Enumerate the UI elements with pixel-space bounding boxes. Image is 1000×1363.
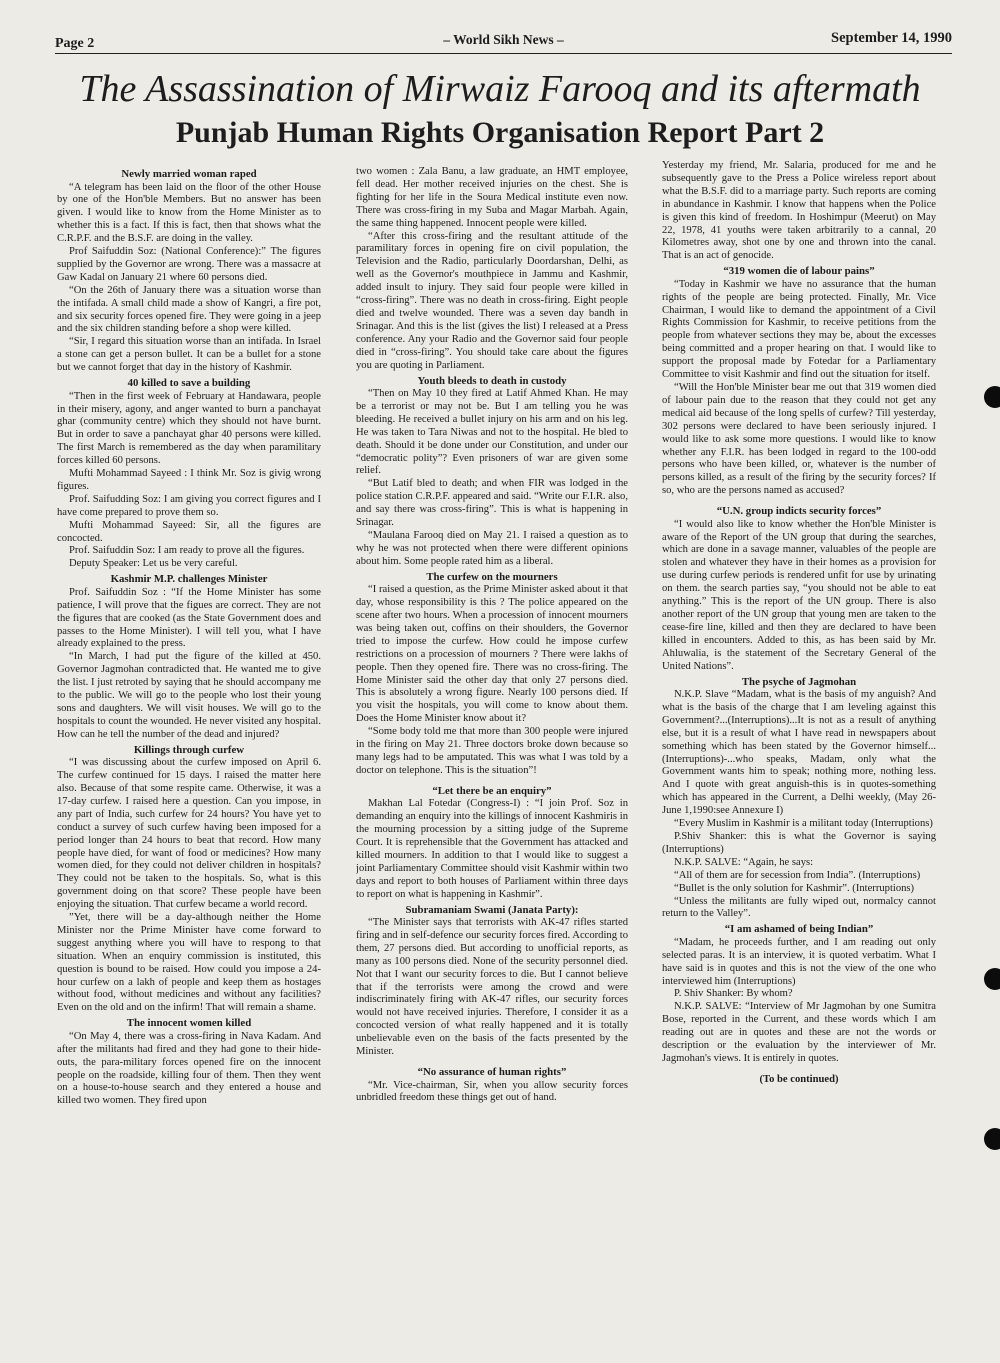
paragraph: “Every Muslim in Kashmir is a militant today (Interruptions) — [674, 818, 933, 830]
paragraph: “All of them are for secession from India”. (Interruptions) — [674, 869, 921, 881]
paragraph: Deputy Speaker: Let us be very careful. — [69, 558, 238, 570]
text-column-1 — [57, 166, 321, 1356]
section-heading: Killings through curfew — [133, 743, 245, 756]
paragraph: “Will the Hon'ble Minister bear me out that 319 women died of labour pain due to the reason that they could not get any medical aid because of the long spells of curfew? Till yesterday, 302 persons were declared to have been seriously injured. I would like to ask some more questions. I would like to know whether any F.I.R. has been lodged in regard to the 100-odd persons who have been killed, or, whatever is the number of persons killed, as a result of the firing by the security forces? If so, who are the persons named as accused? — [662, 382, 936, 497]
section-heading: Kashmir M.P. challenges Minister — [110, 573, 268, 586]
paragraph: “Then on May 10 they fired at Latif Ahmed Khan. He may be a terrorist or may not be. But I am telling you he was bleeding. He received a bullet injury on his arm and on his leg. He was taken to Tara Niwas and not to the hospital. He bled to death. Should it be done under our Constitution, and under our “democratic polity”? Even prisoners of war are given some relief. — [356, 388, 628, 477]
paragraph: “I was discussing about the curfew imposed on April 6. The curfew continued for 15 days. I raised the matter here also. Because of that some respite came. Otherwise, it was a 17-day curfew. I raised here a question. Can you impose, in any part of India, such curfew for 24 hours? You have yet to conduct a survey of such curfew having been imposed for a period longer than 24 hours to beat that record. How many people have died, for want of food or medicines? How many women died, for they could not deliver children in hospitals? They could not be taken to the hospitals. So, what is this government doing on that score? These people have been enjoying the situation. That curfew became a world record. — [57, 757, 321, 911]
paragraph: Makhan Lal Fotedar (Congress-I) : “I join Prof. Soz in demanding an enquiry into the killings of innocent Kashmiris in the mourning procession by a sitting judge of the Supreme Court. It is reprehensible that the Government has attacked and killed mourners. In addition to that I would like to suggest a joint Parliamentary Committee should visit Kashmir within two days and report to both houses of Parliament within three days to report on what is happening in Kashmir”. — [356, 798, 628, 900]
paragraph: Prof. Saifuddin Soz : “If the Home Minister has some patience, I will prove that the figues are correct. They are not the figures that are cooked (as the State Government does and passes to the Home Minister). I will tell you, what I have already explained to the press. — [57, 586, 321, 650]
publication-name: – World Sikh News – — [443, 32, 564, 47]
paragraph: N.K.P. SALVE: “Again, he says: — [674, 856, 814, 868]
paragraph: “But Latif bled to death; and when FIR was lodged in the police station C.R.P.F. appeared and said. “Write our F.I.R. also, and say there was cross-firing”. This is what is happening in Srinagar. — [356, 478, 628, 529]
section-heading: “Let there be an enquiry” — [432, 784, 552, 797]
section-heading: Subramaniam Swami (Janata Party): — [405, 903, 579, 916]
section-heading: Youth bleeds to death in custody — [417, 374, 567, 387]
paragraph: “Some body told me that more than 300 people were injured in the firing on May 21. Three doctors broke down because so many legs had to be amputated. This was what I was told by a doctor on telephone. This is the situation”! — [356, 726, 628, 776]
paragraph: P. Shiv Shanker: By whom? — [674, 988, 793, 1000]
page-number: Page 2 — [55, 36, 95, 51]
paragraph: Yesterday my friend, Mr. Salaria, produced for me and he subsequently gave to the Press a Police wireless report about what the B.S.F. did to a marriage party. Such reports are coming in abundance in Kashmir. I know that happens when the Police is given this kind of freedom. In Hoshimpur (Meerut) on May 22, 1978, 41 youths were taken arbitrarily to a cannal, 20 Kilometres away, shot one by one and thrown into the canal. That is an act of genocide. — [662, 160, 936, 262]
paragraph: N.K.P. SALVE: “Interview of Mr Jagmohan by one Sumitra Bose, reported in the Current, and these words which I am reading out are in quotes and these are not the words or description or the evaluation by the interviewer of Mr. Jagmohan's views. It is entirely in quotes. — [662, 1001, 936, 1064]
paragraph: “Unless the militants are fully wiped out, normalcy cannot return to the Valley”. — [662, 895, 936, 920]
paragraph: “In March, I had put the figure of the killed at 450. Governor Jagmohan contradicted that. He wanted me to give the list. I just retroted by saying that he should accompany me to the public. We will go to the people who lost their young sons and daughters. We will visit houses. We will go to the hospitals to count the wounded. He never visited any hospital. How can he tell the number of the dead and injured? — [57, 651, 321, 740]
issue-date: September 14, 1990 — [831, 30, 952, 46]
paragraph: Mufti Mohammad Sayeed: Sir, all the figures are concocted. — [57, 519, 321, 544]
paragraph: “On the 26th of January there was a situation worse than the intifada. A small child made a show of Kangri, a fire pot, and six security forces opened fire. They were going in a jeep and the six children standing before a shop were killed. — [57, 284, 321, 335]
section-heading: The innocent women killed — [126, 1017, 252, 1030]
paragraph: “Bullet is the only solution for Kashmir”. (Interruptions) — [674, 882, 915, 894]
binder-hole — [984, 1128, 1000, 1150]
section-heading: Newly married woman raped — [121, 168, 257, 180]
paragraph: two women : Zala Banu, a law graduate, an HMT employee, fell dead. Her mother received injuries on the chest. She is fighting for her life in the Soura Medical institute even now. There was cross-firing in my Suba and Magar Marbah. Again, the same thing happened. Innocent people were killed. — [356, 166, 628, 229]
binder-hole — [984, 968, 1000, 990]
section-heading: The curfew on the mourners — [426, 570, 558, 583]
paragraph: P.Shiv Shanker: this is what the Governor is saying (Interruptions) — [662, 831, 936, 855]
header-rule — [55, 53, 952, 54]
paragraph: “The Minister says that terrorists with AK-47 rifles started firing and in self-defence our security forces fired. According to them, 27 persons died. But according to unofficial reports, as many as 100 persons died. None of the security personnel died. Not that I want our security forces to die. But I cannot believe that if the terrorists were among the crowd and were indiscriminately firing with AK-47 rifles, our security forces would not have received injuries. Therefore, I consider it as a concocted version of what really happened and it is totally unbelievable even on the basis of the facts presented by the Minister. — [356, 917, 628, 1058]
paragraph: “I would also like to know whether the Hon'ble Minister is aware of the Report of the UN group that during the searches, which are done in a savage manner, valuables of the people are stolen and whatever they have in their homes as a provision for use during curfew periods is rendered unfit for use by urinating on them. the search parties say, “you should not be able to eat anything.” This is the report of the UN group. There is also another report of the UN group that young men are taken to the cease-fire line, killed and then they are declared to have been killed in encounters. Added to this, as has been said by Mr. Ahluwalia, is the statement of the Secretary General of the United Nations”. — [662, 518, 936, 672]
section-heading: 40 killed to save a building — [127, 377, 251, 390]
article-subtitle: Punjab Human Rights Organisation Report Part 2 — [175, 116, 825, 149]
paragraph: “A telegram has been laid on the floor of the other House by one of the Hon'ble Members. But no answer has been given. I would like to know from the Home Minister as to whether this is a fact. If this is fact, then that shows what the C.R.P.F. and the B.S.F. are doing in the valley. — [57, 181, 321, 245]
paragraph: “Then in the first week of February at Handawara, people in their misery, agony, and anger wanted to burn a panchayat ghar (community centre) which they should not have burnt. But in order to save a panchayat ghar 40 persons were killed. The first March is remembered as the day when paramilitary forces killed 60 persons. — [57, 390, 321, 467]
article-title: The Assassination of Mirwaiz Farooq and its aftermath — [79, 68, 921, 110]
paragraph: Prof Saifuddin Soz: (National Conference):” The figures supplied by the Governor are wrong. There was a massacre at Gaw Kadal on January 21 where 60 persons died. — [57, 246, 321, 283]
section-heading: “U.N. group indicts security forces” — [716, 505, 882, 518]
section-heading: “I am ashamed of being Indian” — [724, 923, 874, 936]
paragraph: Mufti Mohammad Sayeed : I think Mr. Soz is givig wrong figures. — [57, 468, 321, 492]
section-heading: “No assurance of human rights” — [417, 1066, 567, 1078]
paragraph: ”Yet, there will be a day-although neither the Home Minister nor the Prime Minister have come forward to suggest anything where you will have to respong to that situation. When an enquiry commission is instituted, this question is bound to be raised. How could you impose a 24-hour curfew on a lakh of people and keep them as hostages without food, without medicines and without any facilities? Even on the old and on the infirm! That will remain a shame. — [57, 912, 321, 1014]
paragraph: “I raised a question, as the Prime Minister asked about it that day, whose responsibility is this ? The police appeared on the scene after two hours. When a procession of innocent mourners was being taken out, coffins on their shoulders, the Governor tried to impose the curfew. How could he impose curfew restrictions on a procession of mourners ? There were lakhs of people. Then they opened fire. There was no cross-firing. The Home Minister said the other day that only 27 persons died. This is absolutely a wrong figure. Nearly 100 persons died. If you visit the hospitals, you will come to know about them. Does the Home Minister know about it? — [356, 584, 628, 725]
section-heading: The psyche of Jagmohan — [741, 675, 857, 688]
paragraph: Prof. Saifuddin Soz: I am ready to prove all the figures. — [69, 545, 305, 557]
paragraph: “Mr. Vice-chairman, Sir, when you allow security forces unbridled freedom these things get out of hand. — [356, 1079, 628, 1104]
paragraph: “Sir, I regard this situation worse than an intifada. In Israel a stone can get a person bullet. It can be a bullet for a stone but we cannot forget that day in the history of Kashmir. — [57, 336, 321, 374]
paragraph: Prof. Saifudding Soz: I am giving you correct figures and I have come prepared to prove them so. — [57, 493, 321, 518]
paragraph: “Maulana Farooq died on May 21. I raised a question as to why he was not protected when there were different opinions about him. Some people rated him as a liberal. — [356, 529, 628, 567]
paragraph: “Madam, he proceeds further, and I am reading out only selected paras. It is an interview, it is quoted verbatim. What I have said is in quotes and this is not the view of the one who interviewed him (Interruptions) — [662, 936, 936, 987]
continued-note: (To be continued) — [759, 1073, 839, 1085]
paragraph: N.K.P. Slave “Madam, what is the basis of my anguish? And what is the basis of the charge that I am leveling against this Government?...(Interruptions)...It is not as a result of anything else, but it is a result of what I have read in newspapers about something which has been stated by the Governor himself...(Interruptions)-...who speaks, Madam, only what the Government wants him to speak; nothing more, nothing less. And I quote with great anguish-this is in quotes-something which has appeared in the Current, a Delhi weekly, (May 26-June 1,1990:see Annexure I) — [662, 689, 936, 817]
page-header — [55, 30, 952, 54]
section-heading: “319 women die of labour pains” — [723, 265, 875, 278]
paragraph: “After this cross-firing and the resultant attitude of the paramilitary forces in opening fire on civil population, the Television and the Radio, particularly Doordarshan, Delhi, as well as the Governor's mouthpiece in Jammu and Kashmir, added insult to injury. They said four people were killed in “cross-firing”. There was no death in cross-firing. Eight people died and twelve wounded. There was a seven day bandh in Srinagar. And this is the list (gives the list) I released at a Press conference. Any your Radio and the Governor said four people died in “cross-firing”. You should take care about the figures you are quoting in Parliament. — [356, 230, 628, 371]
text-column-2 — [356, 166, 628, 1356]
text-column-3 — [662, 160, 936, 1350]
paragraph: “Today in Kashmir we have no assurance that the human rights of the people are being protected. Finally, Mr. Vice Chairman, I would like to demand the appointment of a Civil Rights Commission for Kashmir, to receive petitions from the people from whatever sections they may be, about the excesses being committed and a proper hearing on that. I would like to support the proposal made by Fotedar for a Parliamentary Committee to visit Kashmir and find out the situation for itself. — [662, 278, 936, 381]
paragraph: “On May 4, there was a cross-firing in Nava Kadam. And after the militants had fired and they had gone to their hide-outs, the para-military forces opened fire on the innocent people on the roadside, killing four of them. Then they went on a house-to-house search and they entered a house and killed two women. They fired upon — [57, 1030, 321, 1107]
binder-hole — [984, 386, 1000, 408]
